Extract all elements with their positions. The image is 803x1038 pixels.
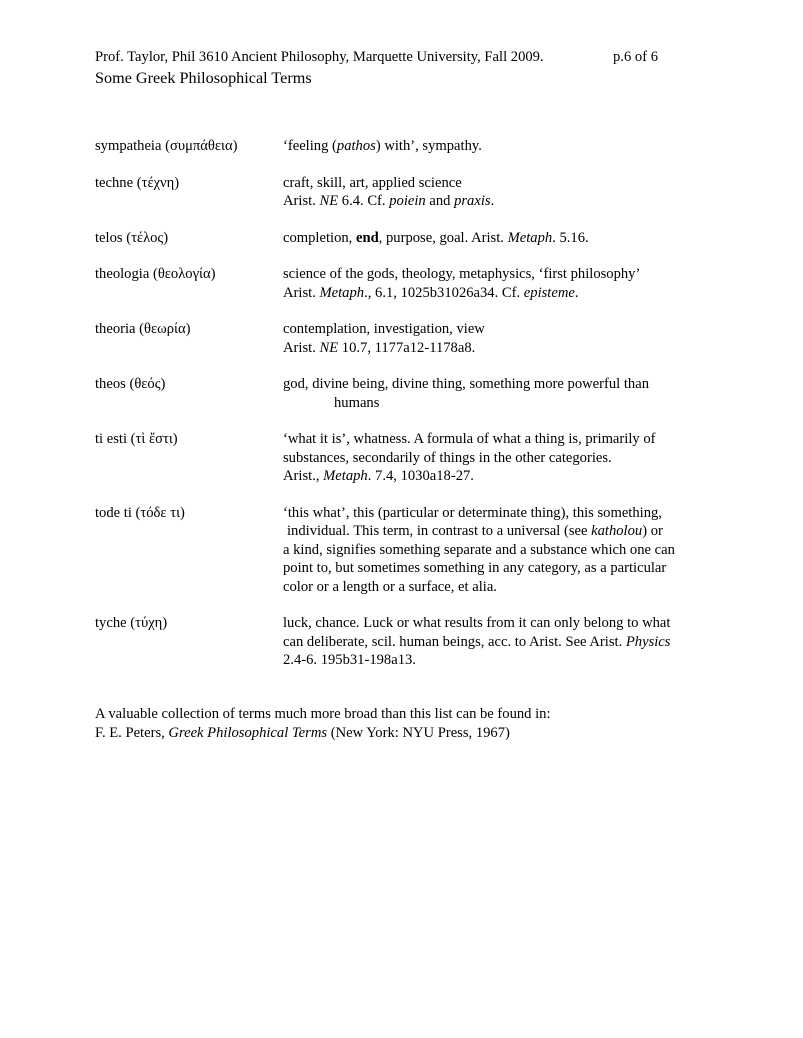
entry-term: tode ti (τόδε τι) [95, 504, 185, 521]
entry-term: tyche (τύχη) [95, 615, 168, 631]
definition-line: color or a length or a surface, et alia. [283, 578, 497, 595]
entry-definition [283, 504, 735, 597]
entry-definition [283, 265, 735, 302]
glossary-entry [95, 614, 735, 670]
entry-term: ti esti (τὶ ἔστι) [95, 431, 178, 447]
greek-term-italic: praxis [454, 193, 491, 209]
work-title-italic: Metaph [507, 229, 553, 246]
definition-line: god, divine being, divine thing, something more powerful than [283, 376, 649, 392]
page-number: p.6 of 6 [613, 49, 658, 65]
work-title-italic: NE [319, 193, 339, 209]
glossary-entry [95, 504, 735, 597]
entry-term: theoria (θεωρία) [95, 321, 191, 337]
definition-line: Arist. NE 10.7, 1177a12-1178a8. [283, 339, 476, 356]
glossary-entry [95, 174, 735, 211]
glossary-entry [95, 265, 735, 302]
definition-line: 2.4-6. 195b31-198a13. [283, 652, 416, 668]
entry-definition [283, 375, 735, 412]
greek-term-italic: pathos [336, 138, 376, 154]
definition-line: substances, secondarily of things in the other categories. [283, 449, 612, 466]
entry-definition [283, 430, 735, 486]
work-title-italic: Metaph [323, 468, 368, 484]
definition-line: ‘this what’, this (particular or determinate thing), this something, [283, 504, 662, 521]
entry-term: techne (τέχνη) [95, 174, 180, 191]
entry-definition [283, 229, 735, 248]
definition-line: ‘feeling (pathos) with’, sympathy. [283, 138, 482, 154]
entry-term: telos (τέλος) [95, 229, 169, 246]
definition-line: can deliberate, scil. human beings, acc. to Arist. See Arist. Physics [283, 633, 671, 650]
entry-term: sympatheia (συμπάθεια) [95, 138, 238, 154]
glossary-entry [95, 375, 735, 412]
glossary-list [95, 137, 735, 688]
glossary-entry [95, 430, 735, 486]
work-title-italic: Metaph [319, 284, 365, 301]
entry-definition [283, 137, 735, 156]
greek-term-italic: episteme [523, 284, 575, 301]
definition-line: Arist. Metaph., 6.1, 1025b31026a34. Cf. episteme. [283, 284, 579, 301]
glossary-entry [95, 320, 735, 357]
document-title: Some Greek Philosophical Terms [95, 68, 312, 87]
definition-line: humans [334, 394, 380, 411]
entry-term: theologia (θεολογία) [95, 266, 216, 282]
entry-definition [283, 174, 735, 211]
definition-line: luck, chance. Luck or what results from it can only belong to what [283, 615, 671, 631]
definition-line: Arist. NE 6.4. Cf. poiein and praxis. [283, 193, 495, 209]
course-info: Prof. Taylor, Phil 3610 Ancient Philosophy, Marquette University, Fall 2009. [95, 49, 544, 65]
definition-line: contemplation, investigation, view [283, 321, 485, 337]
greek-term-italic: poiein [389, 193, 426, 209]
book-title-italic: Greek Philosophical Terms [168, 724, 328, 741]
entry-definition [283, 320, 735, 357]
definition-line: point to, but sometimes something in any category, as a particular [283, 560, 667, 576]
definition-line: a kind, signifies something separate and a substance which one can [283, 541, 675, 558]
work-title-italic: NE [319, 339, 339, 356]
reference-note [95, 705, 735, 742]
definition-line: craft, skill, art, applied science [283, 174, 462, 191]
entry-term: theos (θεός) [95, 376, 166, 392]
page-header [95, 48, 735, 88]
definition-line: science of the gods, theology, metaphysics, ‘first philosophy’ [283, 266, 641, 282]
definition-line: Arist., Metaph. 7.4, 1030a18-27. [283, 468, 474, 484]
work-title-italic: Physics [625, 633, 671, 650]
definition-line: ‘what it is’, whatness. A formula of what a thing is, primarily of [283, 431, 656, 447]
reference-citation: F. E. Peters, Greek Philosophical Terms (New York: NYU Press, 1967) [95, 724, 510, 741]
reference-intro: A valuable collection of terms much more broad than this list can be found in: [95, 706, 551, 722]
bold-keyword: end [355, 229, 379, 246]
definition-line: individual. This term, in contrast to a universal (see katholou) or [287, 523, 663, 539]
greek-term-italic: katholou [591, 523, 643, 539]
glossary-entry [95, 229, 735, 248]
header-course-line [95, 48, 735, 67]
glossary-entry [95, 137, 735, 156]
definition-line: completion, end, purpose, goal. Arist. Metaph. 5.16. [283, 229, 589, 246]
entry-definition [283, 614, 735, 670]
